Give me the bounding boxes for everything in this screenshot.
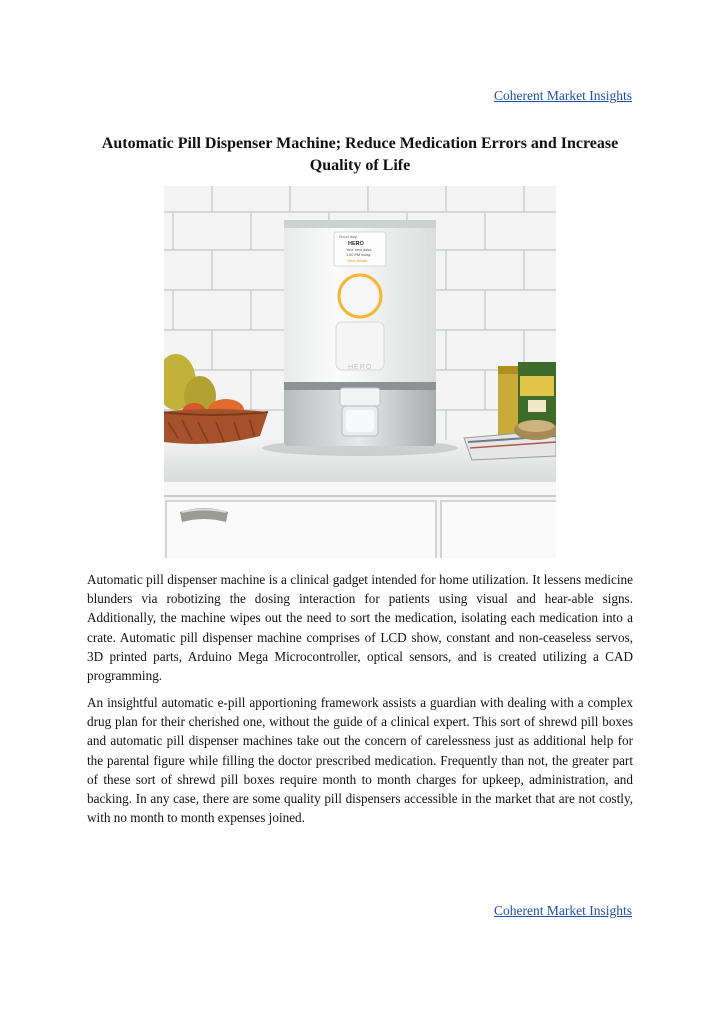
body-paragraph: An insightful automatic e-pill apportioning framework assists a guardian with dealing with a complex drug plan for their cherished one, without the guide of a clinical expert. This sort of shrewd pill boxes and automatic pill dispenser machines take out the concern of carelessness just as additional help for the parental figure while filling the doctor prescribed medication. Frequently than not, the greater part of these sort of shrewd pill boxes require month to month charges for upkeep, administration, and backing. In any case, there are some quality pill dispensers accessible in the market that are not costly, with no month to month expenses joined. [87,695,633,826]
dispenser-base [284,382,436,446]
coherent-market-insights-link[interactable]: Coherent Market Insights [494,903,632,918]
screen-line: View details [347,259,368,263]
device-brand-label: HERO [348,364,373,371]
article-title: Automatic Pill Dispenser Machine; Reduce Medication Errors and Increase Quality of Life [101,135,619,174]
small-bowl [514,420,556,440]
screen-line: HERO [348,241,364,247]
body-paragraph: Automatic pill dispenser machine is a clinical gadget intended for home utilization. It lessens medicine blunders via robotizing the dosing interaction for patients using visual and hear-able signs. Additionally, the machine wipes out the need to sort the medication, isolating each medication into a crate. Automatic pill dispenser machine comprises of LCD show, constant and non-ceaseless servos, 3D printed parts, Arduino Mega Microcontroller, optical sensors, and is created utilizing a CAD programming. [87,572,633,684]
screen-line: Your next dose: [346,248,373,252]
cabinet-doors [164,497,556,558]
pill-dispenser-photo [164,186,556,558]
coherent-market-insights-link[interactable]: Coherent Market Insights [494,88,632,103]
screen-line: Good day! [339,234,358,239]
dispenser-body [284,220,436,382]
screen-line: 1:00 PM today [346,253,371,257]
